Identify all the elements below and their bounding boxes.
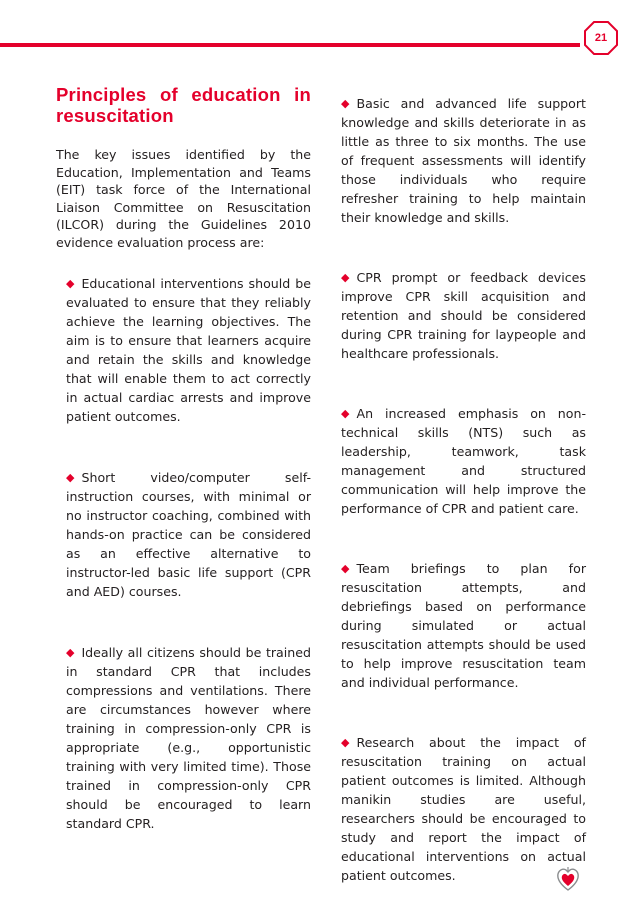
diamond-bullet-icon: ◆ bbox=[66, 277, 75, 290]
diamond-bullet-icon: ◆ bbox=[341, 97, 350, 110]
intro-paragraph: The key issues identified by the Education, Implementation and Teams (EIT) task force of the International Liaison Committee on Resuscitation (ILCOR) during the Guidelines 2010 evidence evaluation process are: bbox=[56, 147, 311, 250]
bullet-text: An increased emphasis on non-technical skills (NTS) such as leadership, teamwork, task management and structured communication will help improve the performance of CPR and patient care. bbox=[341, 406, 586, 516]
diamond-bullet-icon: ◆ bbox=[341, 562, 350, 575]
bullet-text: Educational interventions should be evaluated to ensure that they reliably achieve the learning objectives. The aim is to ensure that learners acquire and retain the skills and knowledge that will enable them to act correctly in actual cardiac arrests and improve patient outcomes. bbox=[66, 276, 311, 424]
bullet-item bbox=[341, 404, 586, 518]
header-rule bbox=[0, 43, 580, 47]
diamond-bullet-icon: ◆ bbox=[341, 271, 350, 284]
diamond-bullet-icon: ◆ bbox=[341, 736, 350, 749]
left-column bbox=[56, 84, 311, 833]
bullet-item bbox=[341, 268, 586, 363]
page-number-badge bbox=[583, 20, 619, 56]
left-bullet-list bbox=[56, 274, 311, 833]
bullet-text: CPR prompt or feedback devices improve CPR skill acquisition and retention and should be considered during CPR training for laypeople and healthcare professionals. bbox=[341, 270, 586, 361]
bullet-text: Research about the impact of resuscitation training on actual patient outcomes is limited. Although manikin studies are useful, researchers should be encouraged to study and report the impact of educational interventions on actual patient outcomes. bbox=[341, 735, 586, 883]
right-bullet-list bbox=[341, 94, 586, 885]
diamond-bullet-icon: ◆ bbox=[66, 646, 75, 659]
bullet-item bbox=[341, 559, 586, 692]
bullet-item bbox=[66, 468, 311, 601]
bullet-item bbox=[341, 94, 586, 227]
bullet-text: Short video/computer self-instruction courses, with minimal or no instructor coaching, combined with hands-on practice can be considered as an effective alternative to instructor-led basic life support (CPR and AED) courses. bbox=[66, 470, 311, 599]
bullet-text: Ideally all citizens should be trained in standard CPR that includes compressions and ventilations. There are circumstances however where training in compression-only CPR is appropriate (e.g., opportunistic training with very limited time). Those trained in compression-only CPR should be encouraged to learn standard CPR. bbox=[66, 645, 311, 831]
bullet-item bbox=[66, 274, 311, 426]
bullet-text: Team briefings to plan for resuscitation attempts, and debriefings based on performance during simulated or actual resuscitation attempts should be used to help improve resuscitation team and individual performance. bbox=[341, 561, 586, 690]
bullet-item bbox=[66, 643, 311, 833]
right-column bbox=[341, 94, 586, 885]
page-number: 21 bbox=[594, 32, 608, 44]
erc-heart-logo-icon bbox=[556, 866, 580, 892]
page-title: Principles of education in resuscitation bbox=[56, 84, 311, 126]
diamond-bullet-icon: ◆ bbox=[66, 471, 75, 484]
bullet-text: Basic and advanced life support knowledge and skills deteriorate in as little as three to six months. The use of frequent assessments will identify those individuals who require refresher training to help maintain their knowledge and skills. bbox=[341, 96, 586, 225]
diamond-bullet-icon: ◆ bbox=[341, 407, 350, 420]
bullet-item bbox=[341, 733, 586, 885]
